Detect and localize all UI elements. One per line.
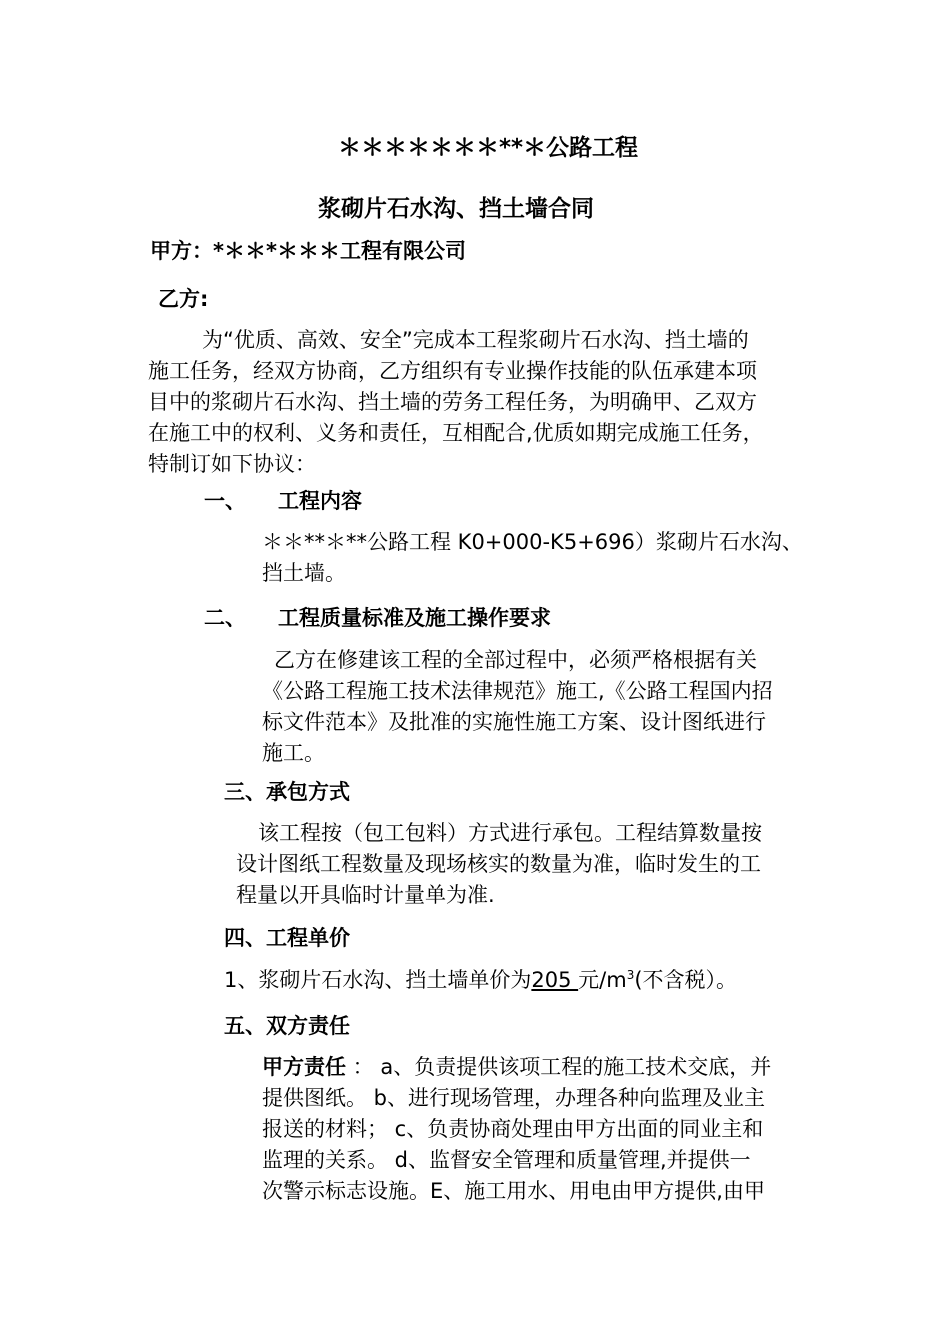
section-3-line: 该工程按（包工包料）方式进行承包。工程结算数量按: [258, 821, 762, 845]
section-2-line: 乙方在修建该工程的全部过程中，必须严格根据有关: [274, 648, 757, 672]
party-a-duty-label: 甲方责任: [262, 1055, 346, 1079]
section-5-line: 监理的关系。 d、监督安全管理和质量管理,并提供一: [262, 1148, 751, 1172]
unit-price-suffix: (不含税）。: [634, 968, 738, 992]
section-2-body: [262, 645, 812, 769]
section-5-first-line-rest: ： a、负责提供该项工程的施工技术交底，并: [346, 1055, 772, 1079]
party-b: 乙方:: [158, 287, 209, 311]
section-5-first-line: [262, 1052, 812, 1083]
section-3-line: 设计图纸工程数量及现场核实的数量为准，临时发生的工: [236, 852, 761, 876]
section-3-heading: 三、承包方式: [224, 780, 350, 804]
unit-price-line: [224, 966, 737, 994]
unit-price-unit: 元/m: [578, 968, 627, 992]
intro-line: 为“优质、高效、安全”完成本工程浆砌片石水沟、挡土墙的: [202, 328, 749, 352]
section-1-heading: 工程内容: [278, 489, 362, 513]
document-subtitle: 浆砌片石水沟、挡土墙合同: [318, 196, 594, 222]
section-1-line: 挡土墙。: [262, 561, 346, 585]
section-1-line: ＊＊**＊**公路工程 K0+000-K5+696）浆砌片石水沟、: [262, 530, 803, 554]
section-1-number: 一、: [204, 489, 246, 513]
section-1-body: [262, 527, 812, 589]
section-2-line: 标文件范本》及批准的实施性施工方案、设计图纸进行: [262, 710, 766, 734]
section-5-body: [262, 1052, 812, 1207]
section-5-line: 提供图纸。 b、进行现场管理，办理各种向监理及业主: [262, 1086, 766, 1110]
unit-price-prefix: 1、浆砌片石水沟、挡土墙单价为: [224, 968, 532, 992]
intro-line: 目中的浆砌片石水沟、挡土墙的劳务工程任务，为明确甲、乙双方: [148, 390, 757, 414]
section-2-number: 二、: [204, 606, 246, 630]
section-5-heading: 五、双方责任: [224, 1014, 350, 1038]
section-5-line: 次警示标志设施。E、施工用水、用电由甲方提供,由甲: [262, 1179, 765, 1203]
section-2-line: 施工。: [262, 741, 325, 765]
intro-paragraph: [148, 325, 808, 480]
intro-line: 特制订如下协议：: [148, 452, 316, 476]
section-5-line: 报送的材料； c、负责协商处理由甲方出面的同业主和: [262, 1117, 764, 1141]
party-a: 甲方：*＊＊*＊＊＊工程有限公司: [150, 239, 466, 263]
section-3-line: 程量以开具临时计量单为准.: [236, 883, 495, 907]
section-3-body: [236, 818, 811, 911]
document-title: ＊＊＊＊＊＊＊**＊公路工程: [338, 135, 639, 161]
section-2-line: 《公路工程施工技术法律规范》施工,《公路工程国内招: [262, 679, 773, 703]
intro-line: 施工任务，经双方协商，乙方组织有专业操作技能的队伍承建本项: [148, 359, 757, 383]
unit-price-unit-exponent: 3: [626, 968, 635, 982]
unit-price-value: 205: [531, 968, 579, 992]
section-2-heading: 工程质量标准及施工操作要求: [278, 606, 551, 630]
intro-line: 在施工中的权利、义务和责任，互相配合,优质如期完成施工任务，: [148, 421, 764, 445]
section-4-heading: 四、工程单价: [224, 926, 350, 950]
